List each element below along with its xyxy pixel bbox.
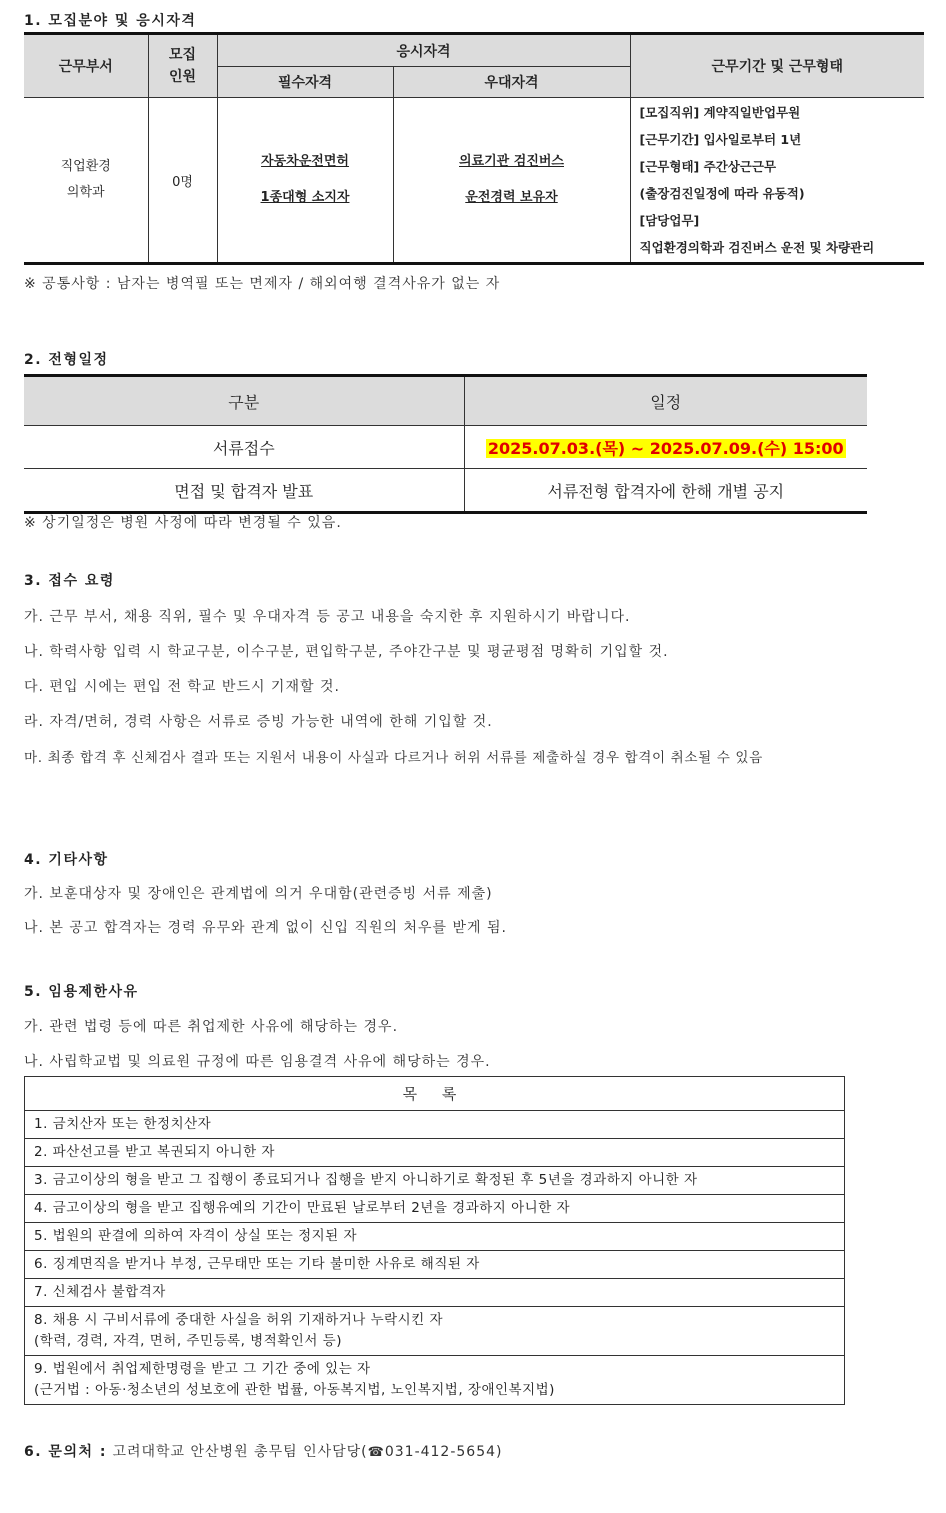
header-category: 구분 [24,376,464,426]
header-dept: 근무부서 [24,34,148,98]
preferred-cell: 의료기관 검진버스 운전경력 보유자 [393,98,630,264]
contact-phone: 031-412-5654 [384,1444,497,1460]
phone-icon: ☎ [367,1445,385,1460]
header-qualification: 응시자격 [217,34,630,67]
header-preferred: 우대자격 [393,67,630,98]
required-cell: 자동차운전면허 1종대형 소지자 [217,98,393,264]
schedule-table [24,374,867,514]
section-4-heading: 4. 기타사항 [24,852,109,868]
list-item: 가. 근무 부서, 채용 직위, 필수 및 우대자격 등 공고 내용을 숙지한 후 지원하시기 바랍니다. [24,609,631,625]
list-title: 목 록 [25,1077,845,1111]
recruitment-table [24,32,924,265]
table-row: 5. 법원의 판결에 의하여 자격이 상실 또는 정지된 자 [25,1223,845,1251]
list-item: 마. 최종 합격 후 신체검사 결과 또는 지원서 내용이 사실과 다르거나 허위 서류를 제출하실 경우 합격이 취소될 수 있음 [24,750,763,766]
duty-cell: [모집직위] 계약직일반업무원 [근무기간] 입사일로부터 1년 [근무형태] 주간상근근무 (출장검진일정에 따라 유동적) [담당업무] 직업환경의학과 검진버스 운전 및 차량관리 [630,98,924,264]
schedule-note: ※ 상기일정은 병원 사정에 따라 변경될 수 있음. [24,515,342,531]
schedule-category: 서류접수 [24,426,464,469]
section-2-heading: 2. 전형일정 [24,352,109,368]
list-item: 라. 자격/면허, 경력 사항은 서류로 증빙 가능한 내역에 한해 기입할 것. [24,714,493,730]
header-required: 필수자격 [217,67,393,98]
section-6-heading: 6. 문의처 : [24,1444,107,1460]
dept-cell: 직업환경 의학과 [24,98,148,264]
list-item: 나. 본 공고 합격자는 경력 유무와 관계 없이 신입 직원의 처우를 받게 됨. [24,920,507,936]
list-item: 가. 관련 법령 등에 따른 취업제한 사유에 해당하는 경우. [24,1019,399,1035]
table-row: 8. 채용 시 구비서류에 중대한 사실을 허위 기재하거나 누락시킨 자 (학력, 경력, 자격, 면허, 주민등록, 병적확인서 등) [25,1307,845,1356]
table-row: 3. 금고이상의 형을 받고 그 집행이 종료되거나 집행을 받지 아니하기로 확정된 후 5년을 경과하지 아니한 자 [25,1167,845,1195]
schedule-category: 면접 및 합격자 발표 [24,469,464,513]
common-note: ※ 공통사항 : 남자는 병역필 또는 면제자 / 해외여행 결격사유가 없는 자 [24,276,501,292]
table-row: 1. 금치산자 또는 한정치산자 [25,1111,845,1139]
table-row: 4. 금고이상의 형을 받고 집행유예의 기간이 만료된 날로부터 2년을 경과하지 아니한 자 [25,1195,845,1223]
header-count: 모집 인원 [148,34,217,98]
contact-prefix: 고려대학교 안산병원 총무팀 인사담당( [112,1444,368,1460]
section-1-heading: 1. 모집분야 및 응시자격 [24,13,197,29]
contact-line: 6. 문의처 : 고려대학교 안산병원 총무팀 인사담당(☎031-412-5654) [24,1444,503,1460]
list-item: 나. 사립학교법 및 의료원 규정에 따른 임용결격 사유에 해당하는 경우. [24,1054,491,1070]
table-row: 2. 파산선고를 받고 복권되지 아니한 자 [25,1139,845,1167]
schedule-date: 서류전형 합격자에 한해 개별 공지 [464,469,867,513]
list-item: 다. 편입 시에는 편입 전 학교 반드시 기재할 것. [24,679,340,695]
header-period: 근무기간 및 근무형태 [630,34,924,98]
section-3-heading: 3. 접수 요령 [24,573,115,589]
header-schedule: 일정 [464,376,867,426]
schedule-date: 2025.07.03.(목) ~ 2025.07.09.(수) 15:00 [464,426,867,469]
disqualification-table [24,1076,845,1405]
table-row: 6. 징계면직을 받거나 부정, 근무태만 또는 기타 불미한 사유로 해직된 자 [25,1251,845,1279]
table-row: 9. 법원에서 취업제한명령을 받고 그 기간 중에 있는 자 (근거법 : 아동·청소년의 성보호에 관한 법률, 아동복지법, 노인복지법, 장애인복지법) [25,1356,845,1405]
table-row: 7. 신체검사 불합격자 [25,1279,845,1307]
list-item: 가. 보훈대상자 및 장애인은 관계법에 의거 우대함(관련증빙 서류 제출) [24,886,493,902]
count-cell: 0명 [148,98,217,264]
section-5-heading: 5. 임용제한사유 [24,984,139,1000]
list-item: 나. 학력사항 입력 시 학교구분, 이수구분, 편입학구분, 주야간구분 및 평균평점 명확히 기입할 것. [24,644,669,660]
